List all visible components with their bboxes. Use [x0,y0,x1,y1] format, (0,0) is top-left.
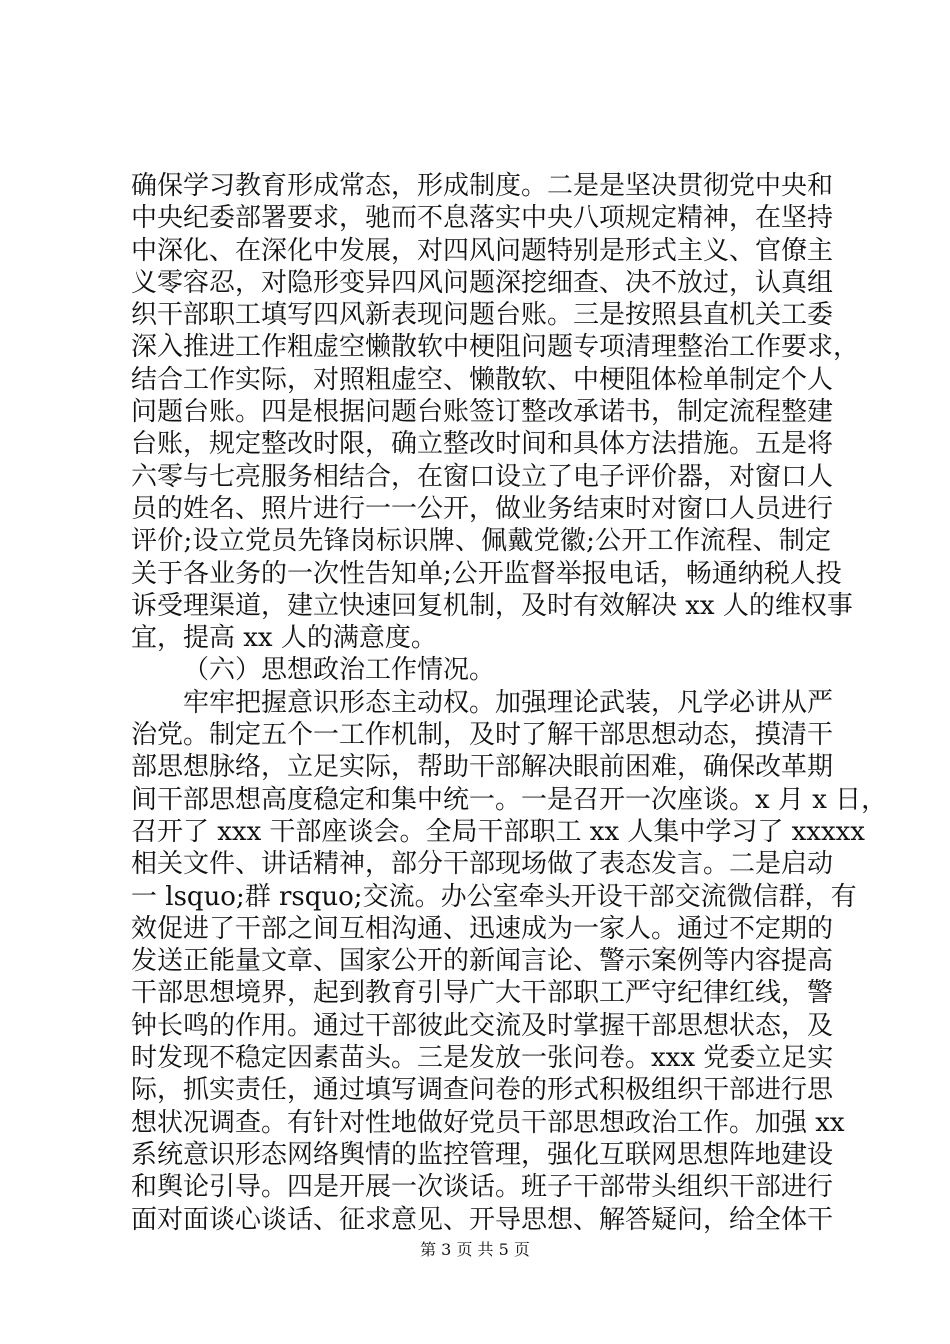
text-line: 发送正能量文章、国家公开的新闻言论、警示案例等内容提高 [131,946,834,977]
text-line: 一 lsquo;群 rsquo;交流。办公室牵头开设干部交流微信群，有 [131,881,857,912]
text-line: 中央纪委部署要求，驰而不息落实中央八项规定精神，在坚持 [131,203,834,234]
text-line: 员的姓名、照片进行一一公开，做业务结束时对窗口人员进行 [131,493,834,524]
text-line: 相关文件、讲话精神，部分干部现场做了表态发言。二是启动 [131,849,834,880]
text-line: 面对面谈心谈话、征求意见、开导思想、解答疑问，给全体干 [131,1204,834,1235]
text-line: 台账，规定整改时限，确立整改时间和具体方法措施。五是将 [131,429,834,460]
text-line: 效促进了干部之间互相沟通、迅速成为一家人。通过不定期的 [131,913,834,944]
text-line: 想状况调查。有针对性地做好党员干部思想政治工作。加强 xx [131,1107,845,1138]
text-line: 际，抓实责任，通过填写调查问卷的形式积极组织干部进行思 [131,1075,834,1106]
text-line: 结合工作实际，对照粗虚空、懒散软、中梗阻体检单制定个人 [131,364,834,395]
text-line: 间干部思想高度稳定和集中统一。一是召开一次座谈。x 月 x 日， [131,784,888,815]
text-line: 和舆论引导。四是开展一次谈话。班子干部带头组织干部进行 [131,1172,834,1203]
text-line: 钟长鸣的作用。通过干部彼此交流及时掌握干部思想状态，及 [131,1010,834,1041]
text-line: 确保学习教育形成常态，形成制度。二是是坚决贯彻党中央和 [131,171,834,201]
text-line: 部思想脉络，立足实际，帮助干部解决眼前困难，确保改革期 [131,752,834,783]
text-line: 治党。制定五个一工作机制，及时了解干部思想动态，摸清干 [131,720,834,751]
text-line: 宜，提高 xx 人的满意度。 [131,623,437,654]
text-line: 召开了 xxx 干部座谈会。全局干部职工 xx 人集中学习了 xxxxx [131,816,865,847]
text-line: 干部思想境界，起到教育引导广大干部职工严守纪律红线，警 [131,978,834,1009]
text-line: 深入推进工作粗虚空懒散软中梗阻问题专项清理整治工作要求， [131,332,860,363]
text-line: 六零与七亮服务相结合，在窗口设立了电子评价器，对窗口人 [131,461,834,492]
text-line: 问题台账。四是根据问题台账签订整改承诺书，制定流程整建 [131,397,834,428]
text-line: 关于各业务的一次性告知单;公开监督举报电话，畅通纳税人投 [131,558,842,589]
text-line: 织干部职工填写四风新表现问题台账。三是按照县直机关工委 [131,300,834,331]
text-line: 中深化、在深化中发展，对四风问题特别是形式主义、官僚主 [131,235,834,266]
text-line: 义零容忍，对隐形变异四风问题深挖细查、决不放过，认真组 [131,267,834,298]
text-line: 评价;设立党员先锋岗标识牌、佩戴党徽;公开工作流程、制定 [131,526,831,557]
text-line: 诉受理渠道，建立快速回复机制，及时有效解决 xx 人的维权事 [131,590,853,621]
text-line: 时发现不稳定因素苗头。三是发放一张问卷。xxx 党委立足实 [131,1043,834,1074]
text-line: 牢牢把握意识形态主动权。加强理论武装，凡学必讲从严 [183,687,834,718]
section-heading: （六）思想政治工作情况。 [183,655,496,686]
page-number-footer: 第 3 页 共 5 页 [420,1240,530,1259]
text-line: 系统意识形态网络舆情的监控管理，强化互联网思想阵地建设 [131,1139,834,1170]
document-body [131,170,888,1236]
